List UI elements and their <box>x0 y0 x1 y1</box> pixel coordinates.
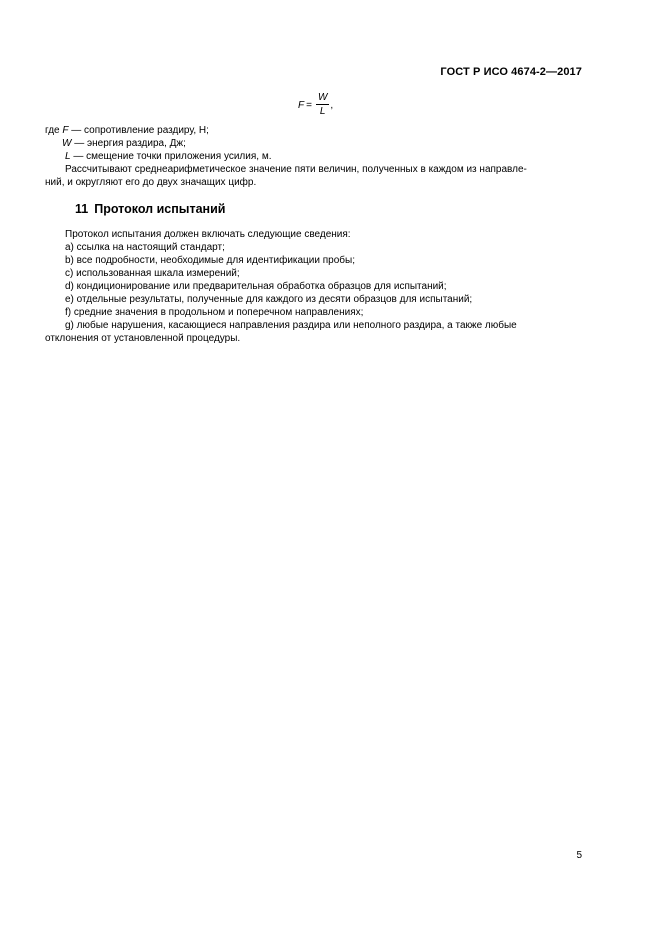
protocol-intro: Протокол испытания должен включать следующие сведения: <box>65 229 351 240</box>
protocol-item-g: g) любые нарушения, касающиеся направления раздира или неполного раздира, а также любые <box>65 320 517 331</box>
calc-paragraph-line1: Рассчитывают среднеарифметическое значение пяти величин, полученных в каждом из направле- <box>65 164 527 175</box>
definition-prefix: где <box>45 125 63 136</box>
document-header: ГОСТ Р ИСО 4674-2—2017 <box>440 66 582 78</box>
definition-w <box>45 137 602 150</box>
definition-l <box>45 150 605 163</box>
formula-denominator: L <box>319 106 326 117</box>
formula <box>298 92 333 118</box>
definition-text: — энергия раздира, Дж; <box>71 138 186 149</box>
protocol-item-f: f) средние значения в продольном и поперечном направлениях; <box>65 307 364 318</box>
page-number: 5 <box>576 850 582 861</box>
formula-fraction <box>316 92 329 118</box>
calc-paragraph-line2: ний, и округляют его до двух значащих цифр. <box>45 177 257 188</box>
definition-symbol: L <box>65 151 71 162</box>
definition-text: — смещение точки приложения усилия, м. <box>70 151 272 162</box>
definition-f <box>45 124 585 137</box>
section-heading <box>75 202 225 216</box>
definition-text: — сопротивление раздиру, Н; <box>68 125 209 136</box>
protocol-item-d: d) кондиционирование или предварительная обработка образцов для испытаний; <box>65 281 447 292</box>
formula-numerator: W <box>317 92 328 103</box>
section-number: 11 <box>75 202 89 216</box>
formula-equals: = <box>306 99 312 111</box>
definition-symbol: W <box>62 138 72 149</box>
protocol-item-b: b) все подробности, необходимые для идентификации пробы; <box>65 255 355 266</box>
definition-symbol: F <box>62 125 69 136</box>
section-title: Протокол испытаний <box>94 202 226 216</box>
formula-lhs: F <box>298 99 305 111</box>
protocol-item-g-continuation: отклонения от установленной процедуры. <box>45 333 241 344</box>
protocol-item-a: a) ссылка на настоящий стандарт; <box>65 242 225 253</box>
protocol-item-c: c) использованная шкала измерений; <box>65 268 240 279</box>
formula-punct: , <box>330 99 334 111</box>
protocol-item-e: e) отдельные результаты, полученные для каждого из десяти образцов для испытаний; <box>65 294 473 305</box>
